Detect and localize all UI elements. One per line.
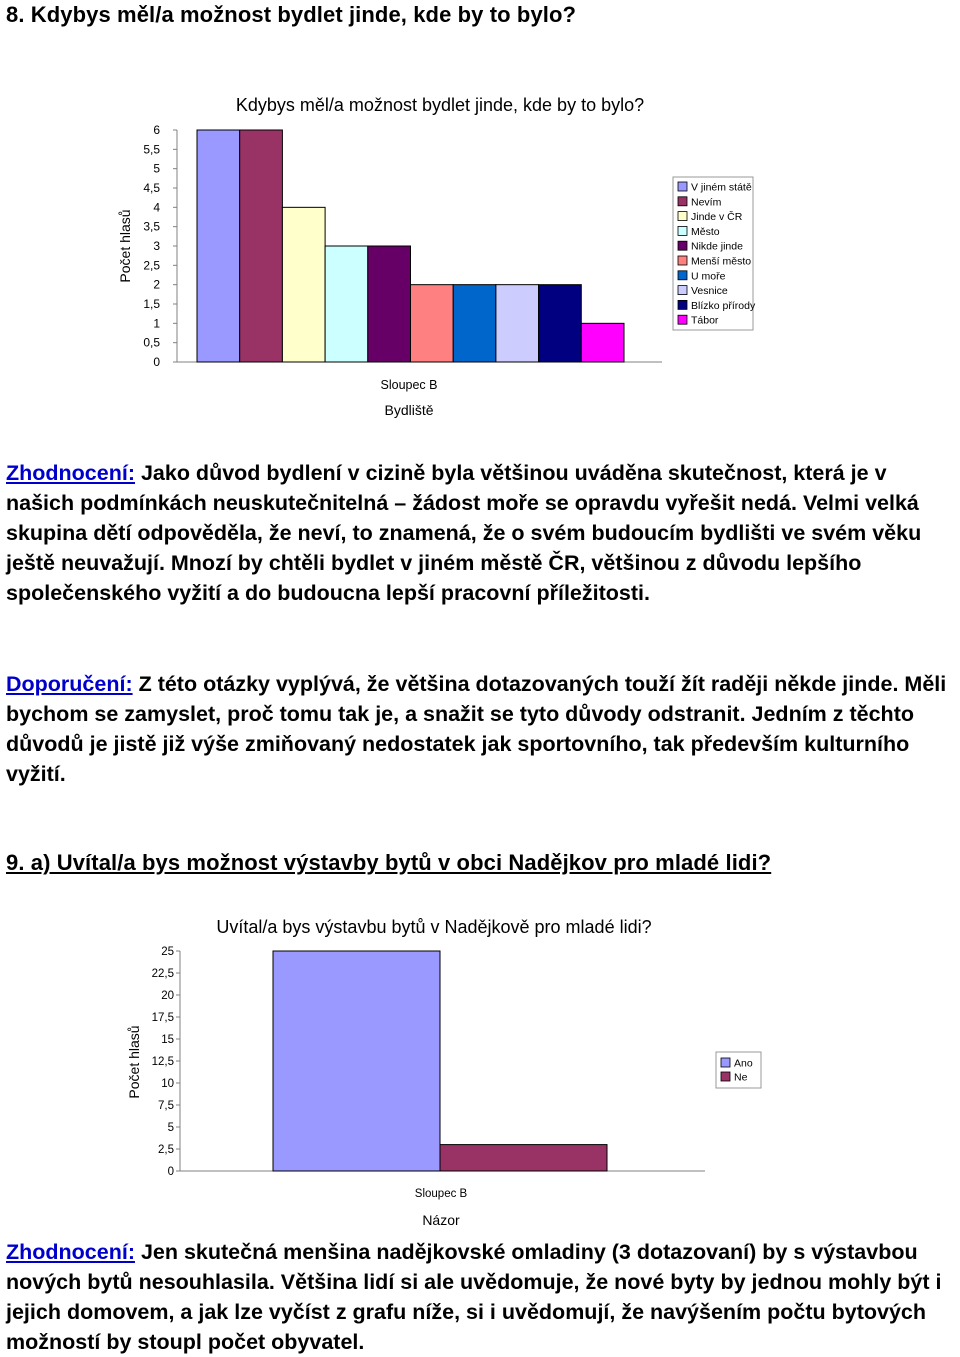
chart-title: Kdybys měl/a možnost bydlet jinde, kde by to bylo? xyxy=(235,95,645,115)
chart-title: Uvítal/a bys výstavbu bytů v Nadějkově pro mladé lidi? xyxy=(216,917,652,937)
legend-label-8: Vesnice xyxy=(691,285,728,298)
x-category-label: Sloupec B xyxy=(414,1188,468,1200)
legend-label-4: Město xyxy=(691,225,720,238)
y-tick-label: 4,5 xyxy=(143,181,160,195)
y-tick-label: 3 xyxy=(153,239,160,253)
section-8-heading: 8. Kdybys měl/a možnost bydlet jinde, kde by to bylo? xyxy=(6,2,577,27)
y-tick-label: 17,5 xyxy=(151,1012,174,1024)
y-tick-label: 20 xyxy=(161,990,174,1002)
legend-swatch-2 xyxy=(721,1072,730,1081)
evaluation-label: Zhodnocení: xyxy=(6,1240,135,1264)
evaluation-text: Jako důvod bydlení v cizině byla většinou uváděna skutečnost, která je v našich podmínkách neuskutečnitelná – žádost moře se opravdu vyřešit nedá. Velmi velká skupina dětí odpověděla, že neví, to znamená, že o svém budoucím bydlišti ve svém věku ještě neuvažují. Mnozí by chtěli bydlet v jiném městě ČR, většinou z důvodu lepšího společenského vyžití a do budoucna lepší pracovní příležitosti. xyxy=(6,461,922,605)
bar-1 xyxy=(273,951,440,1171)
y-tick-label: 22,5 xyxy=(151,968,174,980)
recommendation-label: Doporučení: xyxy=(6,672,133,696)
legend-swatch-1 xyxy=(721,1058,730,1067)
y-tick-label: 10 xyxy=(161,1078,174,1090)
y-tick-label: 2,5 xyxy=(143,258,160,273)
y-tick-label: 5 xyxy=(153,161,160,176)
section-9-heading: 9. a) Uvítal/a bys možnost výstavby bytů v obci Nadějkov pro mladé lidi? xyxy=(6,850,772,875)
y-tick-label: 5,5 xyxy=(143,142,160,157)
y-tick-label: 5 xyxy=(167,1122,174,1134)
y-tick-label: 0,5 xyxy=(143,335,160,350)
legend-label-1: Ano xyxy=(734,1057,753,1070)
legend-label-2: Nevím xyxy=(691,196,722,209)
legend-label-3: Jinde v ČR xyxy=(691,211,743,224)
x-category-label: Sloupec B xyxy=(380,378,438,392)
y-tick-label: 3,5 xyxy=(143,219,160,234)
y-tick-label: 15 xyxy=(161,1034,174,1046)
bar-2 xyxy=(440,1145,607,1171)
legend-label-9: Blízko přírody xyxy=(691,299,756,312)
y-axis-title: Počet hlasů xyxy=(126,1025,142,1099)
y-tick-label: 0 xyxy=(153,355,160,369)
y-tick-label: 7,5 xyxy=(158,1100,174,1112)
evaluation-text: Jen skutečná menšina nadějkovské omladiny (3 dotazovaní) by s výstavbou nových bytů nesouhlasila. Většina lidí si ale uvědomuje, že nové byty by jednou mohly být i jejich domovem, a jak lze vyčíst z grafu níže, si i uvědomují, že navýšením počtu bytových možností by stoupl počet obyvatel. xyxy=(6,1240,942,1354)
y-tick-label: 1 xyxy=(153,316,160,331)
y-tick-label: 2 xyxy=(153,277,160,292)
legend-label-10: Tábor xyxy=(691,314,719,327)
y-tick-label: 2,5 xyxy=(158,1144,174,1156)
recommendation-text: Z této otázky vyplývá, že většina dotazovaných touží žít raději někde jinde. Měli bychom se zamyslet, proč tomu tak je, a snažit se tyto důvody odstranit. Jedním z těchto důvodů je jistě již výše zmiňovaný nedostatek jak sportovního, tak především kulturního vyžití. xyxy=(6,672,947,786)
y-tick-label: 25 xyxy=(161,946,174,958)
legend-label-7: U moře xyxy=(691,270,726,283)
y-axis-title: Počet hlasů xyxy=(117,209,133,283)
y-tick-label: 0 xyxy=(167,1166,174,1178)
legend-label-2: Ne xyxy=(734,1071,748,1084)
legend-label-6: Menší město xyxy=(691,255,752,268)
evaluation-label: Zhodnocení: xyxy=(6,461,135,485)
y-tick-label: 4 xyxy=(153,200,160,215)
legend-label-1: V jiném státě xyxy=(691,181,752,194)
y-tick-label: 6 xyxy=(153,123,160,137)
x-axis-title: Bydliště xyxy=(384,402,434,418)
y-tick-label: 12,5 xyxy=(151,1056,174,1068)
legend-label-5: Nikde jinde xyxy=(691,240,743,253)
x-axis-title: Názor xyxy=(422,1212,460,1228)
section-9-evaluation xyxy=(6,1237,956,1357)
y-tick-label: 1,5 xyxy=(143,297,160,311)
